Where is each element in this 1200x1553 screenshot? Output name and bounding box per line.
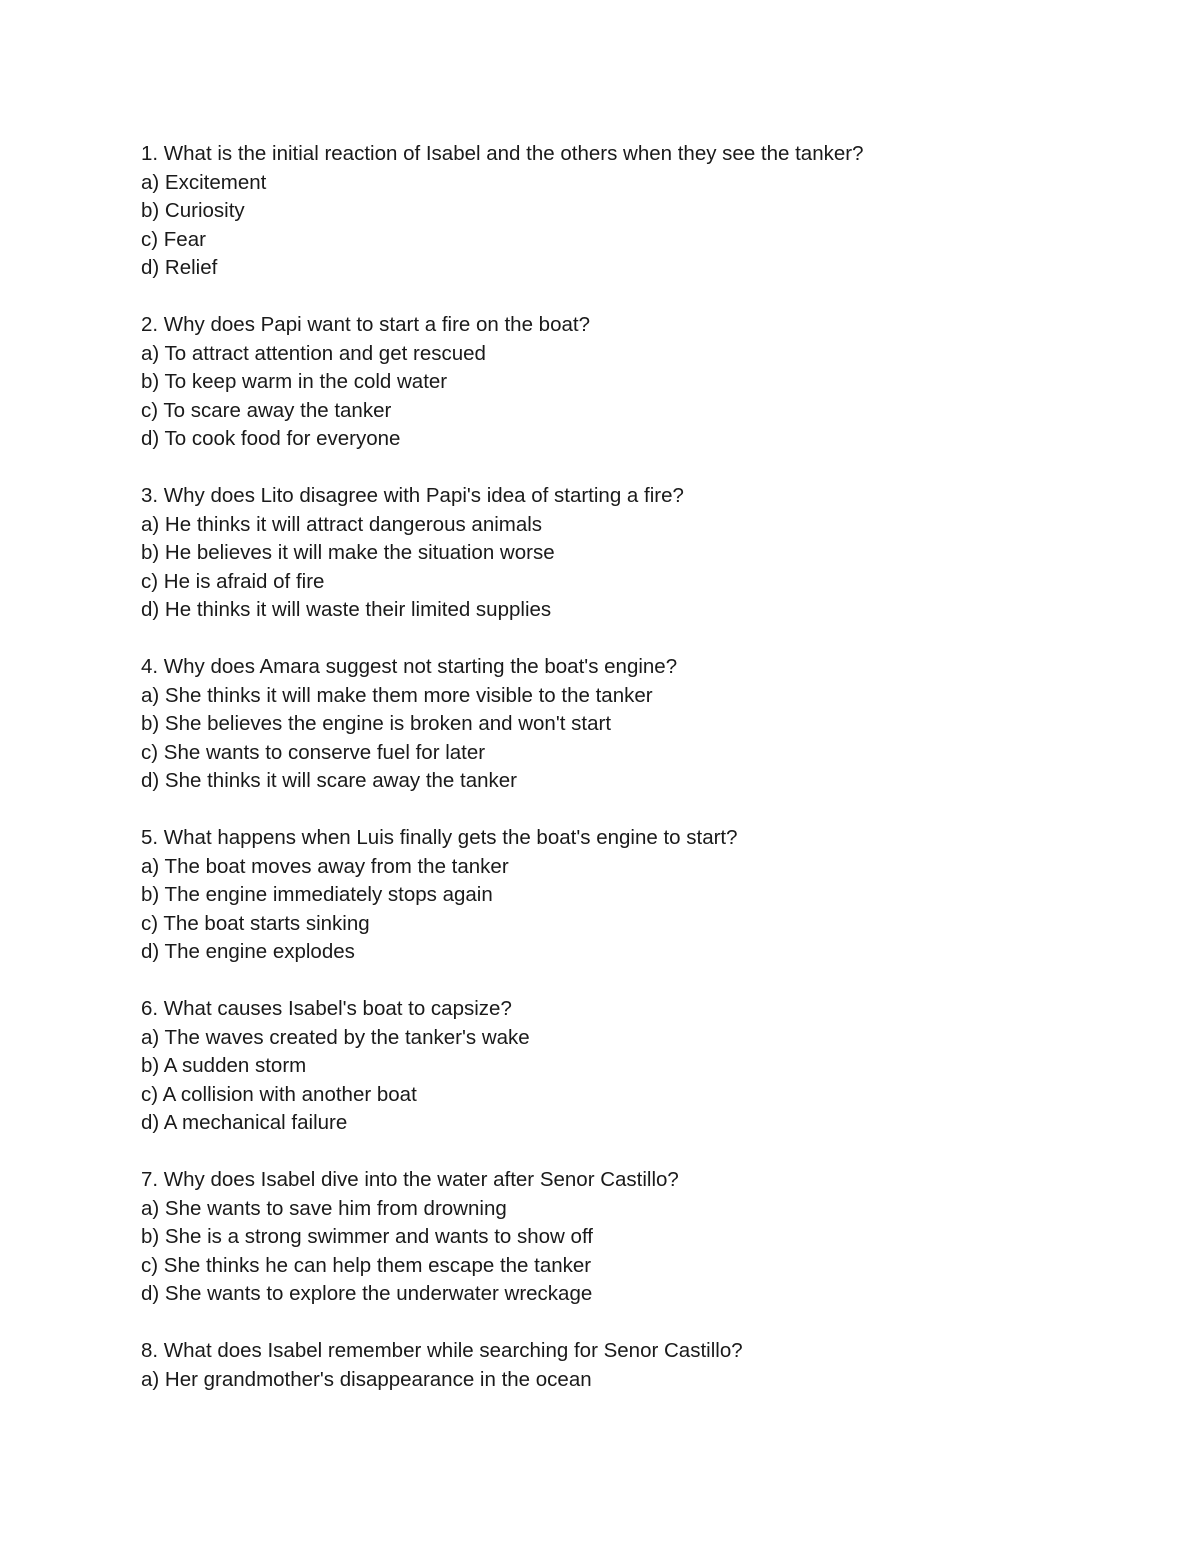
answer-option: b) A sudden storm — [141, 1054, 307, 1077]
answer-option: b) She believes the engine is broken and won't start — [141, 712, 612, 735]
answer-option: d) He thinks it will waste their limited supplies — [141, 598, 552, 621]
question-prompt: 2. Why does Papi want to start a fire on the boat? — [141, 313, 590, 336]
answer-option: a) Excitement — [141, 170, 267, 194]
question-5 — [141, 824, 1141, 967]
answer-option: b) To keep warm in the cold water — [141, 370, 448, 393]
answer-option: a) Her grandmother's disappearance in the ocean — [141, 1367, 592, 1391]
answer-option: a) To attract attention and get rescued — [141, 341, 486, 365]
answer-option: b) He believes it will make the situation worse — [141, 541, 555, 564]
question-prompt: 4. Why does Amara suggest not starting the boat's engine? — [141, 655, 678, 678]
answer-option: a) He thinks it will attract dangerous animals — [141, 512, 543, 536]
answer-option: b) She is a strong swimmer and wants to show off — [141, 1225, 593, 1248]
answer-option: c) Fear — [141, 227, 206, 251]
question-2 — [141, 311, 1141, 454]
answer-option: d) The engine explodes — [141, 940, 355, 963]
answer-option: d) She thinks it will scare away the tanker — [141, 769, 517, 792]
question-list — [141, 140, 1141, 1423]
question-prompt: 5. What happens when Luis finally gets the boat's engine to start? — [141, 826, 738, 849]
answer-option: b) Curiosity — [141, 199, 245, 222]
answer-option: d) A mechanical failure — [141, 1111, 348, 1134]
answer-option: a) She wants to save him from drowning — [141, 1196, 507, 1220]
answer-option: d) To cook food for everyone — [141, 427, 401, 450]
question-8 — [141, 1337, 1141, 1394]
answer-option: d) She wants to explore the underwater wreckage — [141, 1282, 593, 1305]
question-7 — [141, 1166, 1141, 1309]
answer-option: c) To scare away the tanker — [141, 398, 392, 422]
answer-option: c) A collision with another boat — [141, 1082, 417, 1106]
question-prompt: 8. What does Isabel remember while searching for Senor Castillo? — [141, 1339, 743, 1362]
question-3 — [141, 482, 1141, 625]
answer-option: a) She thinks it will make them more visible to the tanker — [141, 683, 653, 707]
question-prompt: 1. What is the initial reaction of Isabel and the others when they see the tanker? — [141, 142, 864, 165]
answer-option: d) Relief — [141, 256, 218, 279]
answer-option: c) He is afraid of fire — [141, 569, 325, 593]
question-prompt: 7. Why does Isabel dive into the water after Senor Castillo? — [141, 1168, 679, 1191]
answer-option: a) The boat moves away from the tanker — [141, 854, 509, 878]
answer-option: c) The boat starts sinking — [141, 911, 370, 935]
question-6 — [141, 995, 1141, 1138]
answer-option: b) The engine immediately stops again — [141, 883, 493, 906]
question-1 — [141, 140, 1141, 283]
answer-option: c) She thinks he can help them escape the tanker — [141, 1253, 592, 1277]
answer-option: a) The waves created by the tanker's wake — [141, 1025, 530, 1049]
question-prompt: 6. What causes Isabel's boat to capsize? — [141, 997, 512, 1020]
answer-option: c) She wants to conserve fuel for later — [141, 740, 486, 764]
question-prompt: 3. Why does Lito disagree with Papi's idea of starting a fire? — [141, 484, 684, 507]
question-4 — [141, 653, 1141, 796]
